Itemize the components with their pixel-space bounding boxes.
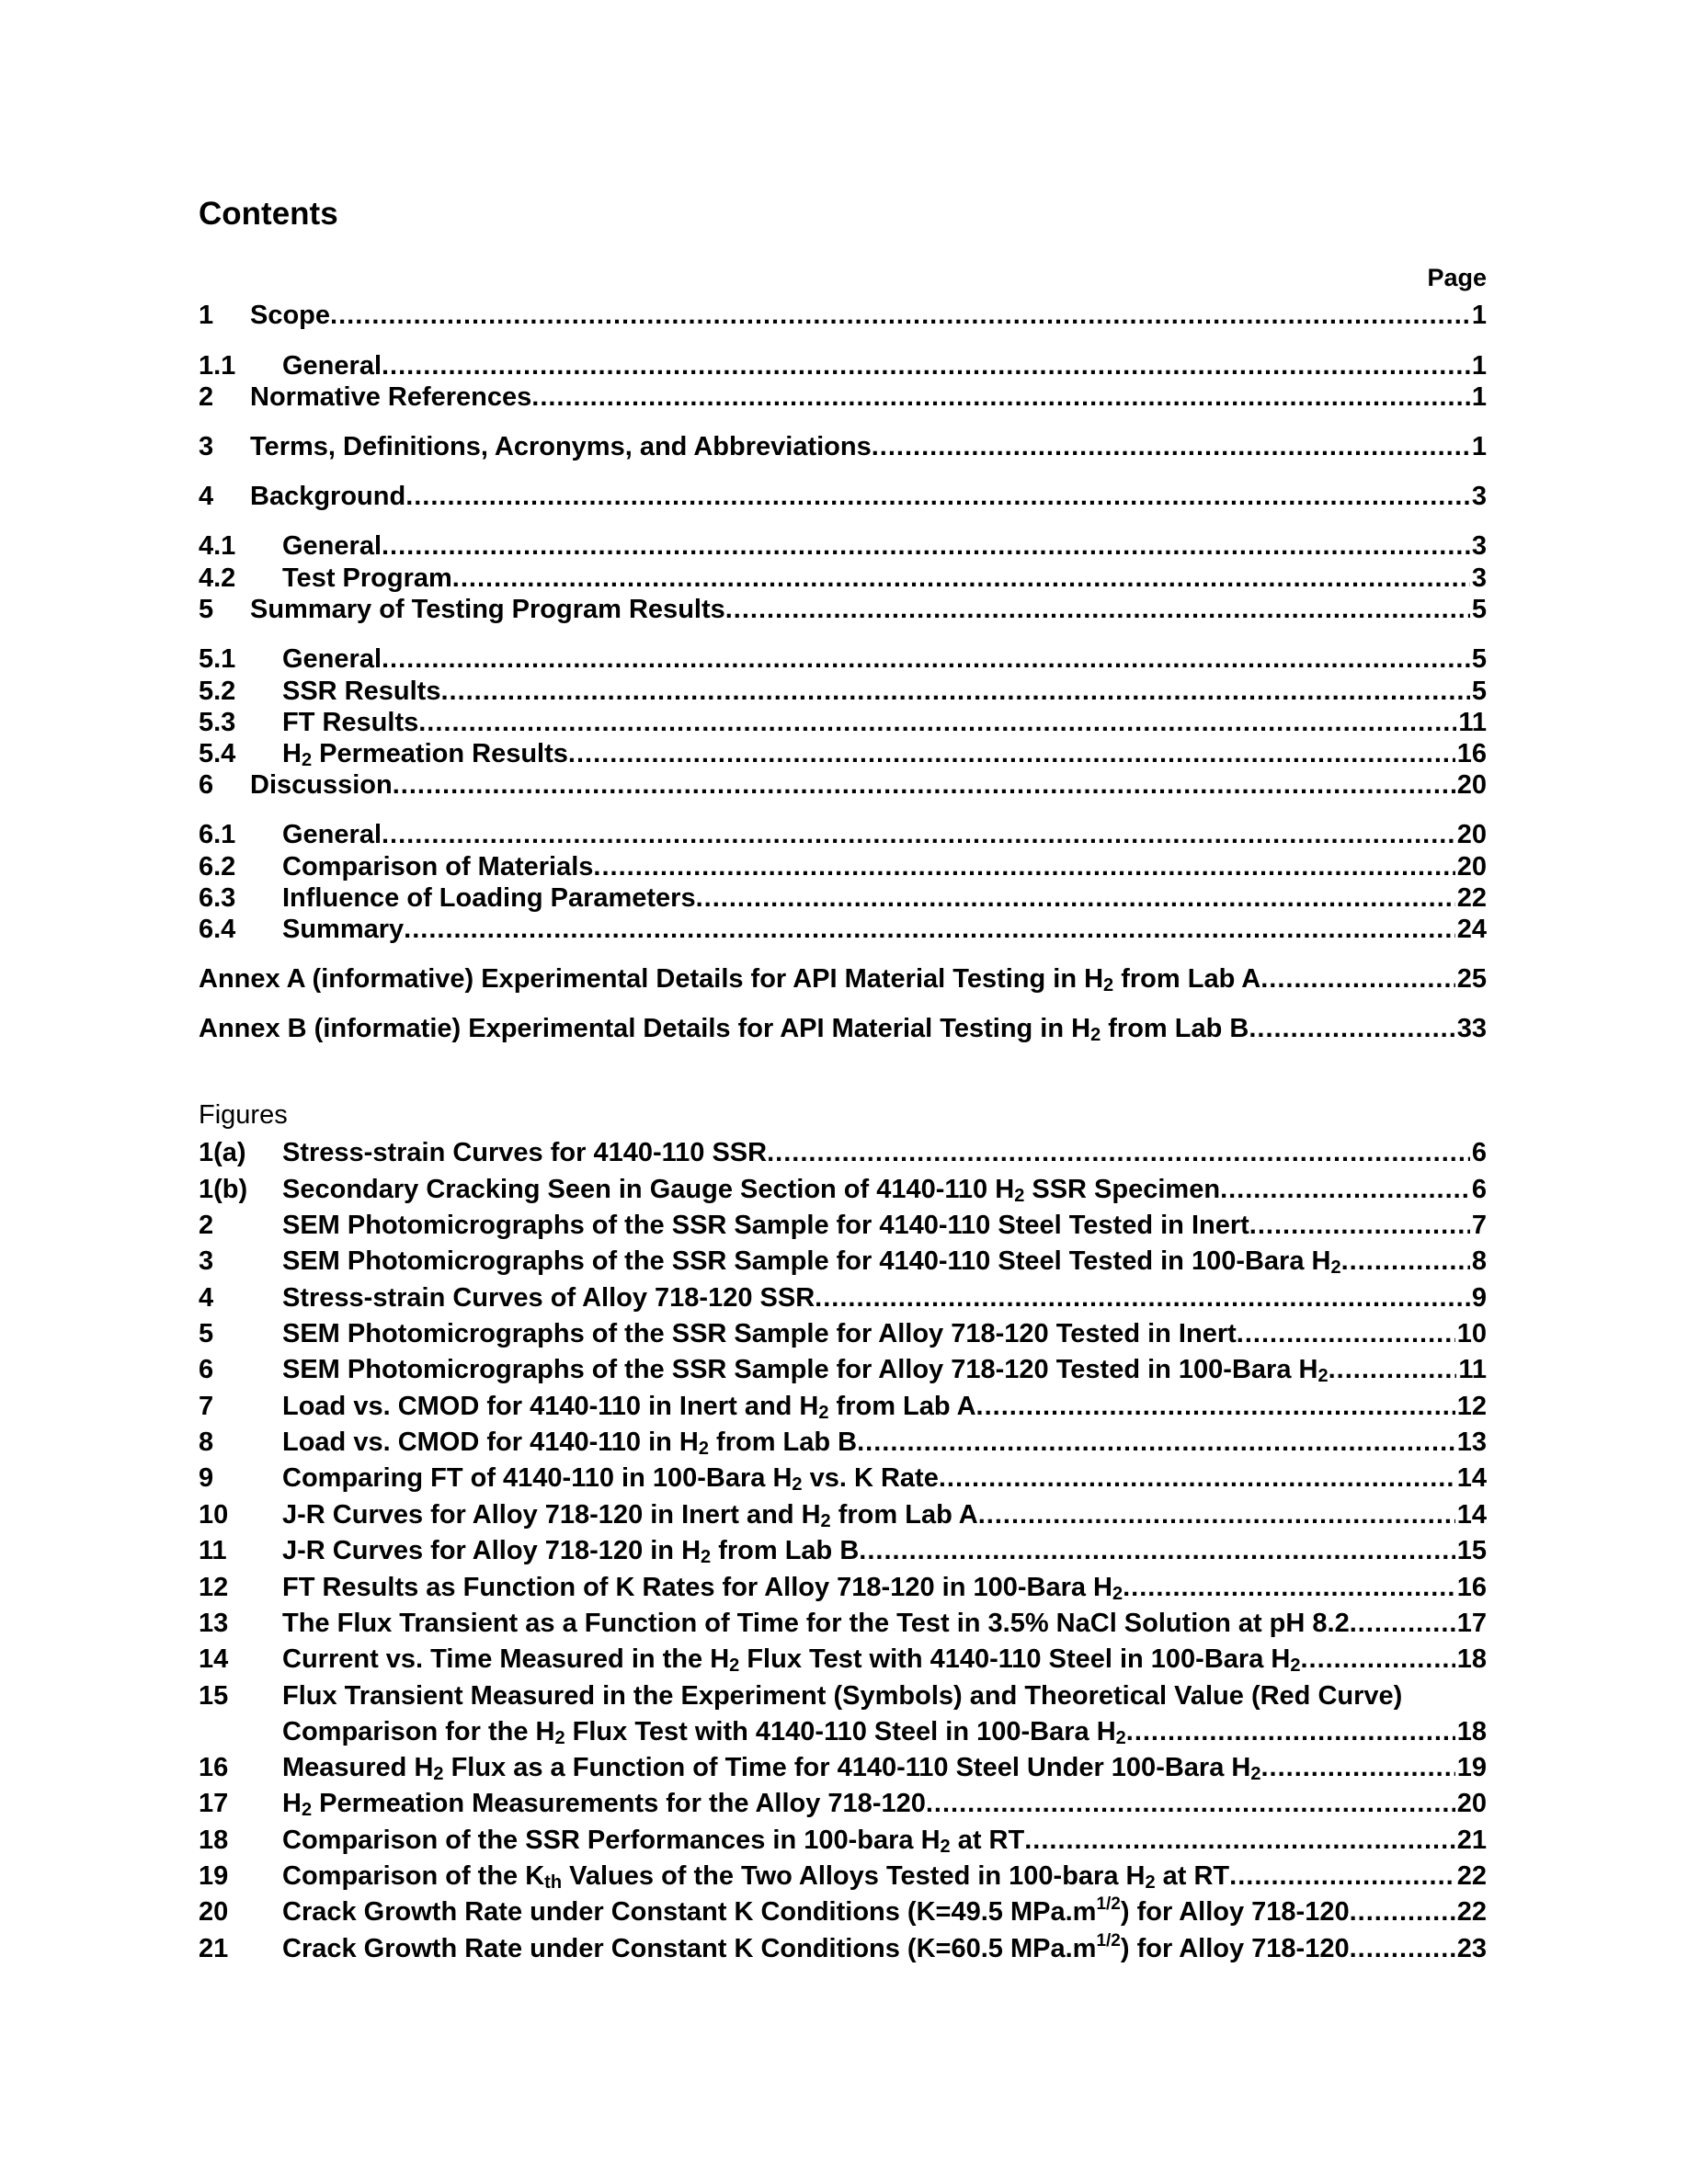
figure-entry[interactable] xyxy=(199,1317,1487,1350)
figure-entry[interactable] xyxy=(199,1462,1487,1495)
dot-leader xyxy=(1024,1824,1455,1857)
entry-title: General xyxy=(282,531,382,561)
dot-leader xyxy=(1237,1317,1455,1350)
dot-leader xyxy=(330,299,1470,332)
entry-number: 1(b) xyxy=(199,1175,248,1204)
dot-leader xyxy=(382,818,1455,851)
dot-leader xyxy=(1220,1173,1470,1206)
entry-title: FT Results as Function of K Rates for Alloy 718-120 in 100-Bara $H_2$ xyxy=(282,1573,1123,1604)
entry-title: SSR Results xyxy=(282,677,441,706)
entry-page-number: 23 xyxy=(1456,1934,1487,1963)
toc-entry[interactable] xyxy=(199,381,1487,414)
entry-page-number: 5 xyxy=(1471,595,1487,624)
entry-page-number: 6 xyxy=(1471,1175,1487,1204)
entry-title: SEM Photomicrographs of the SSR Sample for 4140-110 Steel Tested in Inert xyxy=(282,1211,1249,1240)
entry-page-number: 21 xyxy=(1456,1826,1487,1855)
dot-leader xyxy=(1249,1012,1454,1045)
entry-title: Test Program xyxy=(282,563,452,593)
dot-leader xyxy=(404,913,1455,946)
entry-number: 3 xyxy=(199,1246,214,1276)
toc-entry[interactable] xyxy=(199,706,1487,739)
entry-title: SEM Photomicrographs of the SSR Sample for Alloy 718-120 Tested in Inert xyxy=(282,1319,1237,1348)
entry-page-number: 24 xyxy=(1456,915,1487,944)
entry-title: Discussion xyxy=(250,770,393,800)
entry-number: 5.1 xyxy=(199,644,236,674)
entry-title: General xyxy=(282,351,382,381)
toc-entry[interactable] xyxy=(199,913,1487,946)
entry-page-number: 20 xyxy=(1456,770,1487,800)
entry-page-number: 16 xyxy=(1456,739,1487,768)
entry-number: 13 xyxy=(199,1609,229,1638)
dot-leader xyxy=(1350,1932,1455,1965)
entry-number: 6 xyxy=(199,770,214,800)
entry-page-number: 20 xyxy=(1456,852,1487,882)
figure-entry[interactable] xyxy=(199,1498,1487,1531)
figure-entry[interactable] xyxy=(199,1426,1487,1459)
entry-number: 15 xyxy=(199,1681,229,1711)
entry-title: Stress-strain Curves of Alloy 718-120 SSR xyxy=(282,1283,815,1313)
dot-leader xyxy=(767,1136,1470,1169)
figure-entry-continuation[interactable] xyxy=(199,1715,1487,1748)
entry-page-number: 6 xyxy=(1471,1138,1487,1167)
figure-entry[interactable] xyxy=(199,1281,1487,1314)
dot-leader xyxy=(1126,1715,1455,1748)
entry-title: Terms, Definitions, Acronyms, and Abbreviations xyxy=(250,432,872,461)
dot-leader xyxy=(976,1390,1455,1423)
entry-page-number: 1 xyxy=(1471,432,1487,461)
figure-entry[interactable] xyxy=(199,1607,1487,1640)
dot-leader xyxy=(1300,1643,1454,1676)
figure-entry[interactable] xyxy=(199,1787,1487,1820)
entry-page-number: 12 xyxy=(1456,1392,1487,1421)
entry-page-number: 5 xyxy=(1471,644,1487,674)
dot-leader xyxy=(1350,1607,1455,1640)
figures-title: Figures xyxy=(199,1100,288,1130)
entry-title: Comparison for the $H_2$ Flux Test with 4140-110 Steel in 100-Bara $H_2$ xyxy=(282,1717,1126,1748)
entry-number: 5.2 xyxy=(199,677,236,706)
contents-title: Contents xyxy=(199,196,338,232)
dot-leader xyxy=(531,381,1470,414)
entry-title: Influence of Loading Parameters xyxy=(282,883,696,913)
dot-leader xyxy=(452,562,1470,595)
dot-leader xyxy=(1350,1895,1455,1928)
entry-number: 4.2 xyxy=(199,563,236,593)
figure-entry[interactable] xyxy=(199,1173,1487,1206)
entry-page-number: 20 xyxy=(1456,1789,1487,1818)
entry-number: 5 xyxy=(199,595,214,624)
entry-number: 21 xyxy=(199,1934,229,1963)
toc-entry[interactable] xyxy=(199,1012,1487,1045)
dot-leader xyxy=(418,706,1456,739)
entry-title: Comparison of Materials xyxy=(282,852,594,882)
entry-number: 1(a) xyxy=(199,1138,246,1167)
dot-leader xyxy=(440,675,1469,708)
entry-title: Annex A (informative) Experimental Details for API Material Testing in $H_2$ from Lab A xyxy=(199,964,1261,995)
entry-page-number: 22 xyxy=(1456,1897,1487,1927)
entry-title: SEM Photomicrographs of the SSR Sample for 4140-110 Steel Tested in 100-Bara $H_2$ xyxy=(282,1246,1341,1278)
dot-leader xyxy=(568,737,1455,770)
entry-page-number: 18 xyxy=(1456,1717,1487,1746)
entry-title: FT Results xyxy=(282,708,419,737)
entry-number: 5 xyxy=(199,1319,214,1348)
entry-title: Comparison of the SSR Performances in 100-bara $H_2$ at RT xyxy=(282,1826,1025,1857)
dot-leader xyxy=(393,768,1455,802)
entry-number: 6.1 xyxy=(199,820,236,849)
entry-page-number: 1 xyxy=(1471,382,1487,412)
entry-number: 14 xyxy=(199,1644,229,1674)
entry-title: Summary xyxy=(282,915,405,944)
entry-page-number: 3 xyxy=(1471,531,1487,561)
figure-entry[interactable] xyxy=(199,1209,1487,1242)
figure-entry[interactable] xyxy=(199,1895,1487,1928)
dot-leader xyxy=(725,593,1470,626)
entry-page-number: 33 xyxy=(1456,1014,1487,1043)
entry-number: 4 xyxy=(199,1283,214,1313)
entry-page-number: 19 xyxy=(1456,1753,1487,1782)
entry-title: Comparing FT of 4140-110 in 100-Bara $H_2$ vs. K Rate xyxy=(282,1463,939,1495)
toc-entry[interactable] xyxy=(199,529,1487,563)
entry-title: The Flux Transient as a Function of Time for the Test in 3.5% NaCl Solution at pH 8.2 xyxy=(282,1609,1350,1638)
entry-number: 5.4 xyxy=(199,739,236,768)
dot-leader xyxy=(978,1498,1455,1531)
entry-number: 17 xyxy=(199,1789,229,1818)
entry-page-number: 16 xyxy=(1456,1573,1487,1602)
entry-title: Current vs. Time Measured in the $H_2$ Flux Test with 4140-110 Steel in 100-Bara $H_2$ xyxy=(282,1644,1301,1676)
entry-page-number: 18 xyxy=(1456,1644,1487,1674)
toc-entry[interactable] xyxy=(199,675,1487,708)
entry-number: 4.1 xyxy=(199,531,236,561)
entry-page-number: 5 xyxy=(1471,677,1487,706)
dot-leader xyxy=(382,349,1470,382)
dot-leader xyxy=(815,1281,1470,1314)
dot-leader xyxy=(1341,1245,1470,1278)
entry-title: Scope xyxy=(250,301,331,330)
dot-leader xyxy=(926,1787,1455,1820)
dot-leader xyxy=(1260,1751,1454,1784)
entry-page-number: 22 xyxy=(1456,1861,1487,1891)
entry-title: General xyxy=(282,644,382,674)
entry-title: Normative References xyxy=(250,382,532,412)
page-column-label: Page xyxy=(1427,264,1487,291)
entry-page-number: 3 xyxy=(1471,482,1487,511)
entry-number: 9 xyxy=(199,1463,214,1493)
figure-entry[interactable] xyxy=(199,1824,1487,1857)
figure-entry[interactable] xyxy=(199,1245,1487,1278)
entry-number: 3 xyxy=(199,432,214,461)
entry-number: 12 xyxy=(199,1573,229,1602)
dot-leader xyxy=(1260,962,1455,995)
figure-entry[interactable] xyxy=(199,1643,1487,1676)
entry-title: J-R Curves for Alloy 718-120 in Inert and $H_2$ from Lab A xyxy=(282,1500,978,1531)
toc-entry[interactable] xyxy=(199,480,1487,513)
entry-title: J-R Curves for Alloy 718-120 in $H_2$ from Lab B xyxy=(282,1536,860,1567)
entry-page-number: 9 xyxy=(1471,1283,1487,1313)
toc-entry[interactable] xyxy=(199,882,1487,915)
entry-title: $H_2$ Permeation Results xyxy=(282,739,568,770)
entry-page-number: 1 xyxy=(1471,301,1487,330)
figure-entry[interactable] xyxy=(199,1860,1487,1893)
dot-leader xyxy=(405,480,1470,513)
dot-leader xyxy=(593,850,1454,883)
dot-leader xyxy=(859,1534,1454,1567)
entry-page-number: 17 xyxy=(1456,1609,1487,1638)
entry-title: Load vs. CMOD for 4140-110 in Inert and $H_2$ from Lab A xyxy=(282,1392,976,1423)
entry-page-number: 14 xyxy=(1456,1463,1487,1493)
dot-leader xyxy=(857,1426,1455,1459)
entry-number: 4 xyxy=(199,482,214,511)
entry-number: 6.2 xyxy=(199,852,236,882)
toc-entry[interactable] xyxy=(199,962,1487,995)
entry-title: Comparison of the $K_{th}$ Values of the Two Alloys Tested in 100-bara $H_2$ at RT xyxy=(282,1861,1230,1893)
toc-entry[interactable] xyxy=(199,737,1487,770)
dot-leader xyxy=(1229,1860,1455,1893)
entry-title: Flux Transient Measured in the Experiment (Symbols) and Theoretical Value (Red Curve) xyxy=(282,1681,1403,1711)
figure-entry[interactable] xyxy=(199,1751,1487,1784)
figure-entry[interactable] xyxy=(199,1136,1487,1169)
toc-entry[interactable] xyxy=(199,593,1487,626)
dot-leader xyxy=(1123,1571,1455,1604)
entry-page-number: 3 xyxy=(1471,563,1487,593)
toc-entry[interactable] xyxy=(199,562,1487,595)
entry-number: 20 xyxy=(199,1897,229,1927)
entry-title: Crack Growth Rate under Constant K Conditions (K=60.5 $MPa.m^{1/2}$) for Alloy 718-120 xyxy=(282,1931,1350,1963)
dot-leader xyxy=(939,1462,1455,1495)
entry-title: Summary of Testing Program Results xyxy=(250,595,725,624)
entry-page-number: 7 xyxy=(1471,1211,1487,1240)
entry-number: 2 xyxy=(199,1211,214,1240)
entry-title: Background xyxy=(250,482,406,511)
entry-number: 2 xyxy=(199,382,214,412)
dot-leader xyxy=(1249,1209,1470,1242)
entry-number: 16 xyxy=(199,1753,229,1782)
entry-number: 1 xyxy=(199,301,214,330)
entry-title: Stress-strain Curves for 4140-110 SSR xyxy=(282,1138,768,1167)
entry-number: 1.1 xyxy=(199,351,236,381)
entry-number: 6.3 xyxy=(199,883,236,913)
dot-leader xyxy=(1329,1353,1457,1386)
entry-number: 19 xyxy=(199,1861,229,1891)
entry-title: General xyxy=(282,820,382,849)
entry-page-number: 1 xyxy=(1471,351,1487,381)
entry-title: $H_2$ Permeation Measurements for the Alloy 718-120 xyxy=(282,1789,926,1820)
entry-number: 10 xyxy=(199,1500,229,1530)
toc-entry[interactable] xyxy=(199,349,1487,382)
entry-page-number: 10 xyxy=(1456,1319,1487,1348)
figure-entry[interactable] xyxy=(199,1390,1487,1423)
toc-entry[interactable] xyxy=(199,430,1487,463)
entry-page-number: 20 xyxy=(1456,820,1487,849)
figure-entry[interactable] xyxy=(199,1534,1487,1567)
entry-title: Measured $H_2$ Flux as a Function of Time for 4140-110 Steel Under 100-Bara $H_2$ xyxy=(282,1753,1261,1784)
toc-entry[interactable] xyxy=(199,768,1487,802)
entry-number: 11 xyxy=(199,1536,227,1565)
entry-title: Load vs. CMOD for 4140-110 in $H_2$ from Lab B xyxy=(282,1428,858,1459)
toc-entry[interactable] xyxy=(199,850,1487,883)
entry-page-number: 13 xyxy=(1456,1428,1487,1457)
toc-entry[interactable] xyxy=(199,299,1487,332)
dot-leader xyxy=(696,882,1455,915)
entry-number: 5.3 xyxy=(199,708,236,737)
entry-page-number: 11 xyxy=(1458,708,1487,737)
figure-entry[interactable] xyxy=(199,1679,1487,1712)
dot-leader xyxy=(382,643,1470,676)
entry-title: Secondary Cracking Seen in Gauge Section of 4140-110 $H_2$ SSR Specimen xyxy=(282,1175,1221,1206)
entry-page-number: 25 xyxy=(1456,964,1487,994)
entry-title: SEM Photomicrographs of the SSR Sample for Alloy 718-120 Tested in 100-Bara $H_2$ xyxy=(282,1355,1329,1386)
figure-entry[interactable] xyxy=(199,1571,1487,1604)
dot-leader xyxy=(872,430,1470,463)
dot-leader xyxy=(382,529,1470,563)
entry-number: 18 xyxy=(199,1826,229,1855)
entry-page-number: 15 xyxy=(1456,1536,1487,1565)
toc-entry[interactable] xyxy=(199,818,1487,851)
entry-number: 7 xyxy=(199,1392,214,1421)
figure-entry[interactable] xyxy=(199,1932,1487,1965)
entry-title: Crack Growth Rate under Constant K Conditions (K=49.5 $MPa.m^{1/2}$) for Alloy 718-120 xyxy=(282,1894,1350,1927)
entry-page-number: 14 xyxy=(1456,1500,1487,1530)
entry-title: Annex B (informatie) Experimental Details for API Material Testing in $H_2$ from Lab B xyxy=(199,1014,1249,1045)
toc-entry[interactable] xyxy=(199,643,1487,676)
entry-page-number: 11 xyxy=(1458,1355,1487,1384)
entry-page-number: 8 xyxy=(1471,1246,1487,1276)
entry-number: 6.4 xyxy=(199,915,236,944)
entry-page-number: 22 xyxy=(1456,883,1487,913)
figure-entry[interactable] xyxy=(199,1353,1487,1386)
entry-number: 8 xyxy=(199,1428,214,1457)
entry-number: 6 xyxy=(199,1355,214,1384)
